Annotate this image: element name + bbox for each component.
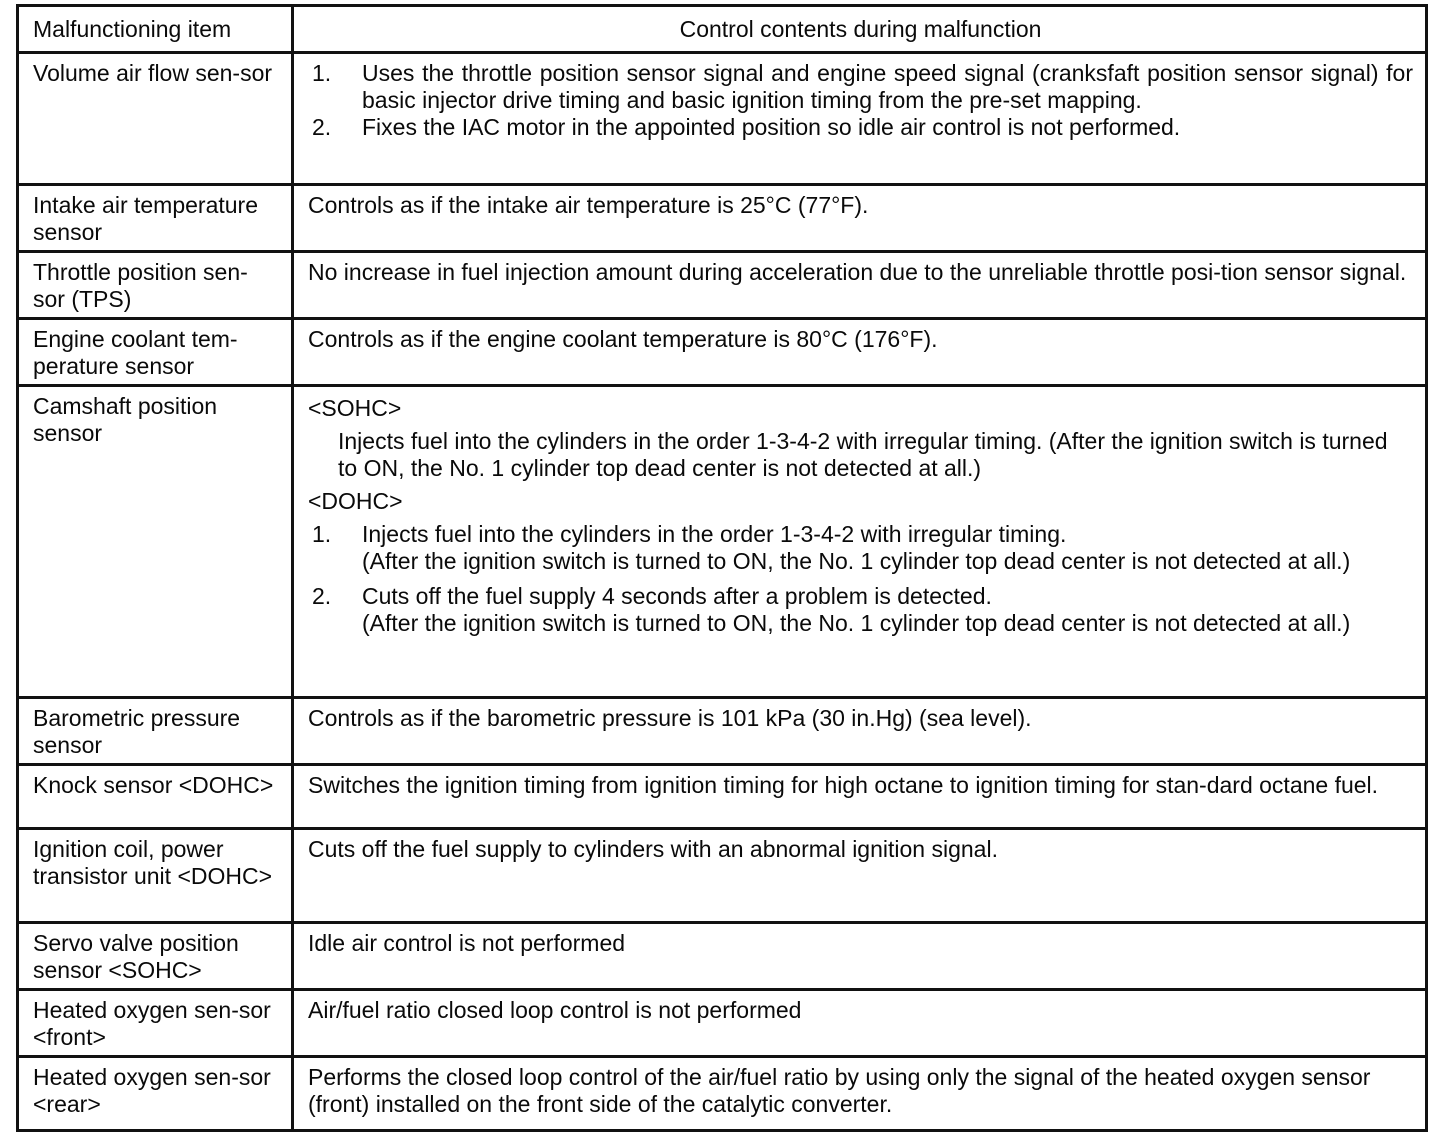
- row-item: Intake air temperature sensor: [18, 185, 293, 252]
- malfunction-control-table: [16, 4, 1428, 1132]
- row-item: Throttle position sen-sor (TPS): [18, 252, 293, 319]
- table-row: [18, 185, 1427, 252]
- row-control: Air/fuel ratio closed loop control is not performed: [293, 990, 1427, 1057]
- header-malfunctioning-item: Malfunctioning item: [18, 6, 293, 53]
- row-item: Barometric pressure sensor: [18, 698, 293, 765]
- row-item: Camshaft position sensor: [18, 386, 293, 698]
- header-control-contents: Control contents during malfunction: [293, 6, 1427, 53]
- table-header-row: [18, 6, 1427, 53]
- row-control: No increase in fuel injection amount during acceleration due to the unreliable throttle posi-tion sensor signal.: [293, 252, 1427, 319]
- table-row: [18, 990, 1427, 1057]
- row-item: Heated oxygen sen-sor <rear>: [18, 1057, 293, 1131]
- table-row: [18, 698, 1427, 765]
- step-item: 2. Cuts off the fuel supply 4 seconds after a problem is detected. (After the ignition switch is turned to ON, the No. 1 cylinder top dead center is not detected at all.): [312, 583, 1351, 636]
- sohc-text: Injects fuel into the cylinders in the order 1-3-4-2 with irregular timing. (After the ignition switch is turned to ON, the No. 1 cylinder top dead center is not detected at all.): [338, 428, 1388, 481]
- row-item: Volume air flow sen-sor: [18, 53, 293, 185]
- table-row: [18, 923, 1427, 990]
- row-control: [293, 53, 1427, 185]
- row-item: Engine coolant tem-perature sensor: [18, 319, 293, 386]
- row-control: Idle air control is not performed: [293, 923, 1427, 990]
- row-control: Performs the closed loop control of the air/fuel ratio by using only the signal of the heated oxygen sensor (front) installed on the front side of the catalytic converter.: [293, 1057, 1427, 1131]
- table-row: [18, 765, 1427, 829]
- row-item: Heated oxygen sen-sor <front>: [18, 990, 293, 1057]
- dohc-tag: <DOHC>: [308, 488, 403, 514]
- row-control: [293, 386, 1427, 698]
- table-row: [18, 386, 1427, 698]
- row-control: Switches the ignition timing from ignition timing for high octane to ignition timing for stan-dard octane fuel.: [293, 765, 1427, 829]
- table-row: [18, 319, 1427, 386]
- table-row: [18, 1057, 1427, 1131]
- row-control: Controls as if the engine coolant temperature is 80°C (176°F).: [293, 319, 1427, 386]
- row-item: Knock sensor <DOHC>: [18, 765, 293, 829]
- table-row: [18, 53, 1427, 185]
- step-item: 1. Uses the throttle position sensor signal and engine speed signal (cranksfaft position sensor signal) for basic injector drive timing and basic ignition timing from the pre-set mapping.: [312, 60, 1413, 113]
- table-row: [18, 829, 1427, 923]
- row-control: Controls as if the barometric pressure is 101 kPa (30 in.Hg) (sea level).: [293, 698, 1427, 765]
- step-item: 2. Fixes the IAC motor in the appointed position so idle air control is not performed.: [312, 114, 1181, 140]
- row-control: Cuts off the fuel supply to cylinders with an abnormal ignition signal.: [293, 829, 1427, 923]
- row-item: Ignition coil, power transistor unit <DOHC>: [18, 829, 293, 923]
- table-row: [18, 252, 1427, 319]
- row-control: Controls as if the intake air temperature is 25°C (77°F).: [293, 185, 1427, 252]
- step-item: 1. Injects fuel into the cylinders in the order 1-3-4-2 with irregular timing. (After the ignition switch is turned to ON, the No. 1 cylinder top dead center is not detected at all.): [312, 521, 1351, 574]
- row-item: Servo valve position sensor <SOHC>: [18, 923, 293, 990]
- sohc-tag: <SOHC>: [308, 395, 402, 421]
